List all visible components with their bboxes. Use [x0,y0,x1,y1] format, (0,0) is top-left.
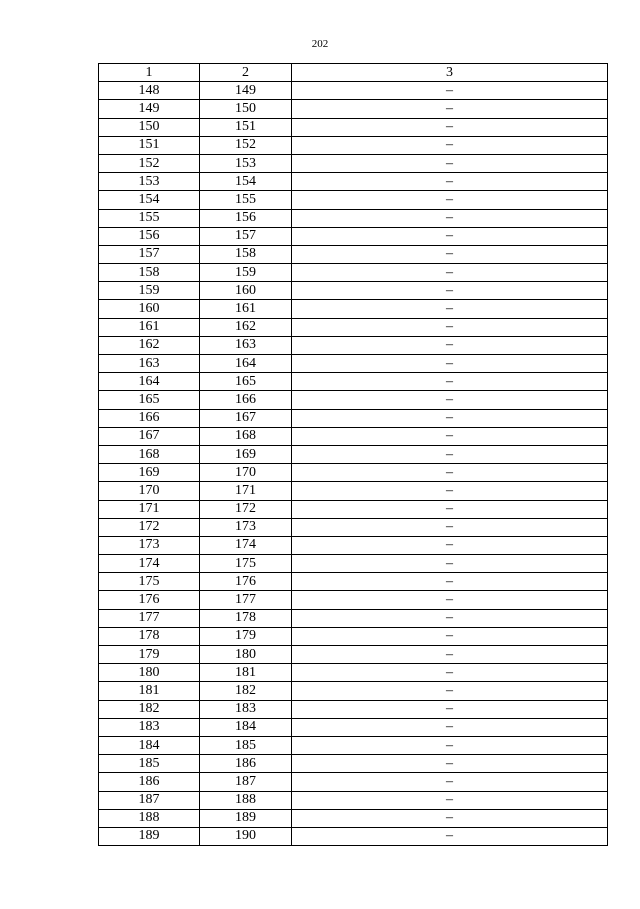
table-cell-col-1: 157 [99,245,200,263]
table-cell-col-2: 155 [200,191,292,209]
table-row [99,536,608,554]
table-row [99,300,608,318]
table-row [99,191,608,209]
table-cell-col-3: – [292,536,608,554]
table-row [99,718,608,736]
table-cell-col-2: 151 [200,118,292,136]
table-cell-col-2: 163 [200,336,292,354]
table-cell-col-1: 148 [99,82,200,100]
table-row [99,445,608,463]
table-cell-col-3: – [292,773,608,791]
column-header-1: 1 [99,64,200,82]
table-cell-col-2: 159 [200,264,292,282]
column-header-3: 3 [292,64,608,82]
data-table [98,63,608,846]
table-cell-col-1: 150 [99,118,200,136]
table-row [99,627,608,645]
table-cell-col-1: 181 [99,682,200,700]
page-number: 202 [311,38,329,50]
table-cell-col-2: 186 [200,755,292,773]
header-row [99,64,608,82]
table-cell-col-3: – [292,555,608,573]
table-cell-col-1: 171 [99,500,200,518]
table-cell-col-1: 159 [99,282,200,300]
table-cell-col-2: 189 [200,809,292,827]
table-cell-col-3: – [292,518,608,536]
table-cell-col-1: 152 [99,154,200,172]
table-row [99,464,608,482]
table-cell-col-3: – [292,627,608,645]
table-row [99,827,608,845]
table-cell-col-3: – [292,154,608,172]
table-cell-col-3: – [292,736,608,754]
table-row [99,664,608,682]
table-cell-col-3: – [292,427,608,445]
table-row [99,173,608,191]
table-cell-col-1: 182 [99,700,200,718]
table-cell-col-2: 190 [200,827,292,845]
table-row [99,809,608,827]
table-cell-col-3: – [292,718,608,736]
table-cell-col-2: 177 [200,591,292,609]
table-cell-col-1: 155 [99,209,200,227]
table-row [99,318,608,336]
table-cell-col-1: 168 [99,445,200,463]
table-cell-col-3: – [292,573,608,591]
table-cell-col-1: 177 [99,609,200,627]
table-row [99,755,608,773]
table-row [99,136,608,154]
table-cell-col-2: 179 [200,627,292,645]
table-cell-col-2: 149 [200,82,292,100]
table-row [99,700,608,718]
table-row [99,282,608,300]
table-cell-col-2: 174 [200,536,292,554]
table-cell-col-1: 179 [99,646,200,664]
table-cell-col-3: – [292,118,608,136]
table-cell-col-1: 170 [99,482,200,500]
table-cell-col-3: – [292,336,608,354]
table-cell-col-1: 185 [99,755,200,773]
table-row [99,82,608,100]
table-cell-col-2: 160 [200,282,292,300]
table-cell-col-3: – [292,500,608,518]
table-cell-col-3: – [292,445,608,463]
table-row [99,154,608,172]
table-row [99,391,608,409]
table-row [99,591,608,609]
table-cell-col-1: 156 [99,227,200,245]
table-header [99,64,608,82]
table-row [99,573,608,591]
table-row [99,646,608,664]
table-row [99,209,608,227]
table-cell-col-1: 172 [99,518,200,536]
table-cell-col-2: 172 [200,500,292,518]
table-cell-col-2: 183 [200,700,292,718]
table-cell-col-2: 185 [200,736,292,754]
table-cell-col-2: 164 [200,355,292,373]
table-cell-col-1: 162 [99,336,200,354]
table-cell-col-1: 175 [99,573,200,591]
table-cell-col-3: – [292,245,608,263]
table-cell-col-2: 169 [200,445,292,463]
table-cell-col-2: 157 [200,227,292,245]
table-cell-col-1: 153 [99,173,200,191]
table-cell-col-2: 165 [200,373,292,391]
table-cell-col-3: – [292,100,608,118]
table-cell-col-3: – [292,827,608,845]
table-row [99,245,608,263]
table-cell-col-1: 176 [99,591,200,609]
table-cell-col-3: – [292,700,608,718]
table-cell-col-2: 173 [200,518,292,536]
table-cell-col-1: 151 [99,136,200,154]
table-cell-col-2: 166 [200,391,292,409]
table-cell-col-2: 161 [200,300,292,318]
table-cell-col-2: 167 [200,409,292,427]
table-cell-col-1: 169 [99,464,200,482]
table-cell-col-2: 184 [200,718,292,736]
table-cell-col-2: 153 [200,154,292,172]
table-cell-col-1: 188 [99,809,200,827]
table-cell-col-2: 162 [200,318,292,336]
table-cell-col-1: 186 [99,773,200,791]
table-cell-col-2: 178 [200,609,292,627]
table-cell-col-2: 187 [200,773,292,791]
table-cell-col-1: 154 [99,191,200,209]
table-cell-col-2: 176 [200,573,292,591]
table-cell-col-1: 187 [99,791,200,809]
table-cell-col-1: 167 [99,427,200,445]
table-cell-col-3: – [292,173,608,191]
column-header-2: 2 [200,64,292,82]
table-cell-col-2: 154 [200,173,292,191]
table-row [99,264,608,282]
table-row [99,482,608,500]
table-cell-col-1: 164 [99,373,200,391]
table-row [99,609,608,627]
table-row [99,100,608,118]
table-cell-col-3: – [292,409,608,427]
table-cell-col-3: – [292,209,608,227]
table-row [99,555,608,573]
table-cell-col-3: – [292,264,608,282]
table-cell-col-2: 170 [200,464,292,482]
table-cell-col-1: 165 [99,391,200,409]
table-cell-col-3: – [292,482,608,500]
table-row [99,500,608,518]
table-cell-col-2: 188 [200,791,292,809]
table-cell-col-2: 150 [200,100,292,118]
table-cell-col-3: – [292,282,608,300]
table-cell-col-3: – [292,664,608,682]
table-cell-col-3: – [292,755,608,773]
table-row [99,427,608,445]
table-cell-col-1: 183 [99,718,200,736]
table-cell-col-3: – [292,391,608,409]
table-cell-col-3: – [292,373,608,391]
table-cell-col-3: – [292,136,608,154]
table-cell-col-2: 182 [200,682,292,700]
table-cell-col-1: 173 [99,536,200,554]
table-cell-col-2: 181 [200,664,292,682]
table-cell-col-1: 180 [99,664,200,682]
table-cell-col-1: 166 [99,409,200,427]
table-row [99,518,608,536]
table-cell-col-3: – [292,809,608,827]
table-cell-col-3: – [292,318,608,336]
table-cell-col-2: 152 [200,136,292,154]
table-cell-col-2: 175 [200,555,292,573]
table-row [99,227,608,245]
table-cell-col-2: 180 [200,646,292,664]
table-cell-col-1: 174 [99,555,200,573]
table-cell-col-3: – [292,355,608,373]
table-row [99,355,608,373]
table-cell-col-3: – [292,227,608,245]
table-cell-col-3: – [292,609,608,627]
table-cell-col-3: – [292,591,608,609]
table-cell-col-3: – [292,82,608,100]
table-cell-col-1: 184 [99,736,200,754]
table-row [99,791,608,809]
table-cell-col-2: 171 [200,482,292,500]
table-cell-col-3: – [292,191,608,209]
table-cell-col-2: 168 [200,427,292,445]
table-row [99,409,608,427]
table-cell-col-3: – [292,682,608,700]
table-cell-col-2: 158 [200,245,292,263]
table-cell-col-1: 158 [99,264,200,282]
table-cell-col-3: – [292,646,608,664]
table-cell-col-2: 156 [200,209,292,227]
table-row [99,736,608,754]
table-cell-col-3: – [292,464,608,482]
table-row [99,682,608,700]
table-body [99,82,608,846]
table-cell-col-1: 178 [99,627,200,645]
table-cell-col-3: – [292,300,608,318]
table-row [99,118,608,136]
table-cell-col-3: – [292,791,608,809]
table-cell-col-1: 189 [99,827,200,845]
table-cell-col-1: 161 [99,318,200,336]
table-row [99,336,608,354]
table-row [99,373,608,391]
table-row [99,773,608,791]
table-cell-col-1: 163 [99,355,200,373]
table-cell-col-1: 160 [99,300,200,318]
table-cell-col-1: 149 [99,100,200,118]
